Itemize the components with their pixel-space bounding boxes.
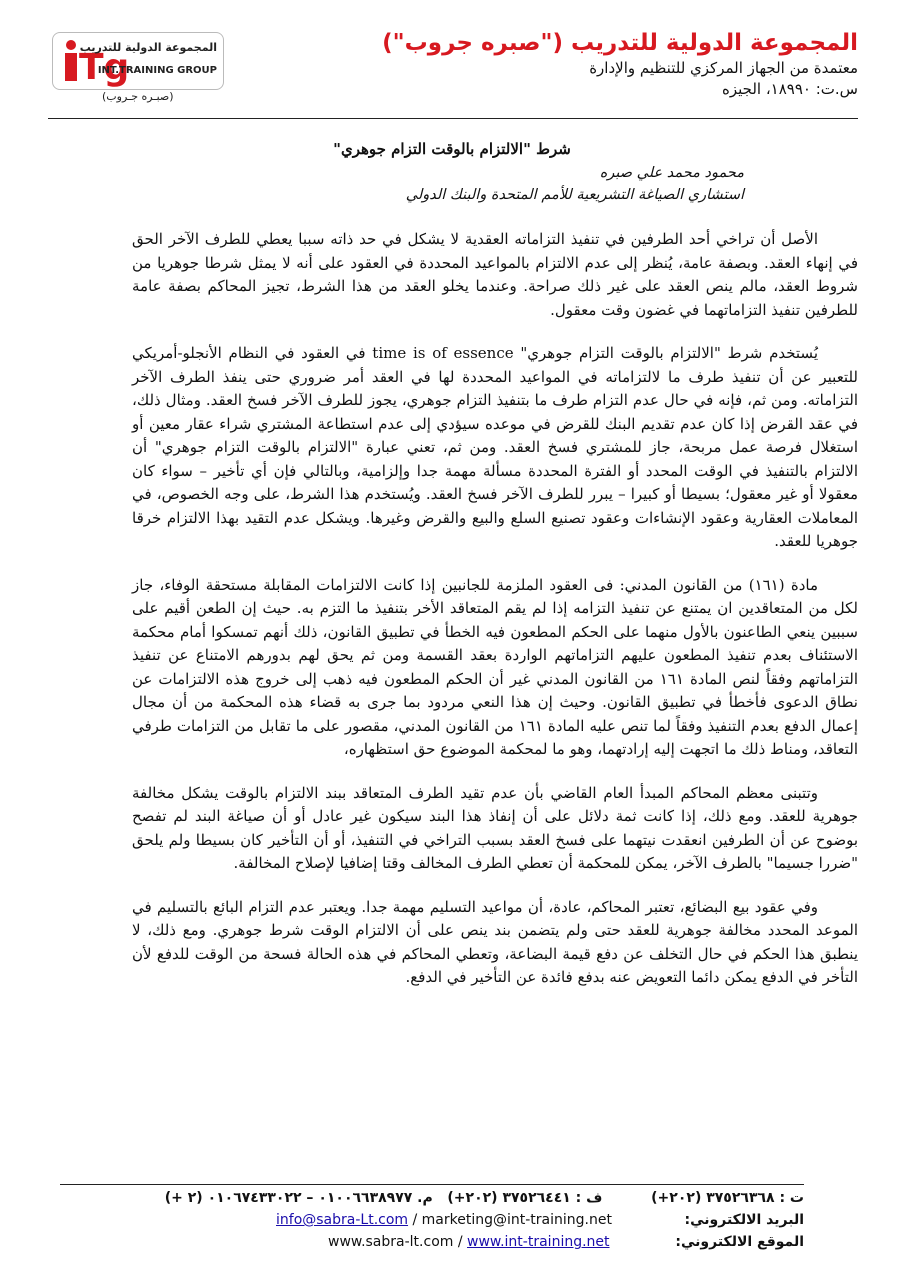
author-title: استشاري الصياغة التشريعية للأمم المتحدة والبنك الدولي: [405, 187, 744, 203]
logo-frame: [52, 32, 224, 90]
phone-numbers: ت : ٣٧٥٢٦٣٦٨ (٢٠٢+) ف : ٣٧٥٢٦٤٤١ (٢٠٢+) م. ٠١٠٠٦٦٣٨٩٧٧ – ٠١٠٦٧٤٣٣٠٢٢ (٢ +): [164, 1190, 804, 1206]
header-divider: [48, 118, 858, 119]
logo-english-name: INT.TRAINING GROUP: [97, 65, 217, 76]
author-name: محمود محمد علي صبره: [599, 165, 744, 181]
accreditation-line: معتمدة من الجهاز المركزي للتنظيم والإدارة: [589, 59, 858, 77]
paragraph: يُستخدم شرط "الالتزام بالوقت التزام جوهري" time is of essence في العقود في النظام الأنجلو-أمريكي للتعبير عن أن تنفيذ طرف ما لالتزاماته في المواعيد المحددة لها في العقد أمر ضروري حتى ينفذ الطرف الآخر التزاماته. ومن ثم، فإنه في حال عدم التزام طرف ما بتنفيذ التزام جوهري، يجوز للطرف الآخر فسخ العقد. ومثال ذلك، في عقد القرض إذا كان عدم تقديم البنك للقرض في موعده سيؤدي إلى عدم استطاعة المشتري شراء عقار معين أو استغلال فرصة عمل مربحة، جاز للمشتري فسخ العقد. ومن ثم، تعني عبارة "الالتزام بالوقت التزام جوهري" أن الالتزام بالتنفيذ في الوقت المحدد أو الفترة المحددة مسألة مهمة جدا وإلزامية، وبالتالي فإن أي تأخير – سواء كان معقولا أو غير معقول؛ بسيطا أو كبيرا – يبرر للطرف الآخر فسخ العقد. ويُستخدم هذا الشرط، على وجه الخصوص، في المعاملات العقارية وعقود الإنشاءات وعقود تصنيع السلع والبيع والقرض وغيرها. ويشكل عدم التقيد بهذا الالتزام خرقا جوهريا للعقد.: [132, 344, 858, 550]
footer-phone-row: [60, 1190, 804, 1210]
paragraph: وتتبنى معظم المحاكم المبدأ العام القاضي بأن عدم تقيد الطرف المتعاقد ببند الالتزام بالوقت يشكل مخالفة جوهرية للعقد. ومع ذلك، إذا كانت ثمة دلائل على أن إنفاذ هذا البند سيكون غير عادل أو أن صياغة البند لم تفصح بوضوح عن أن الطرفين انعقدت نيتهما على فسخ العقد بسبب التراخي في التنفيذ، أو أن التأخير كان بسيطا ولم يلحق "ضررا جسيما" بالطرف الآخر، يمكن للمحكمة أن تعطي الطرف المخالف وقتا إضافيا لإصلاح المخالفة.: [132, 783, 858, 872]
email-marketing: marketing@int-training.net: [421, 1212, 612, 1228]
email-values: [276, 1212, 612, 1228]
registration-line: س.ت: ١٨٩٩٠، الجيزه: [721, 80, 858, 98]
organization-name: المجموعة الدولية للتدريب ("صبره جروب"): [382, 30, 858, 56]
article-title: شرط "الالتزام بالوقت التزام جوهري": [333, 140, 571, 158]
author-block: [406, 162, 744, 206]
paragraph: مادة (١٦١) من القانون المدني: فى العقود الملزمة للجانبين إذا كانت الالتزامات المقابلة مستحقة الوفاء، جاز لكل من المتعاقدين ان يمتنع عن تنفيذ التزامه إذا لم يقم المتعاقد الأخر بتنفيذ ما التزم به. حيث إن الطعن أقيم على سببين ينعي الطاعنون بالأول منهما على الحكم المطعون فيه الخطأ في تطبيق القانون، ذلك أنهم تمسكوا أمام محكمة الاستئناف بعدم تنفيذ المطعون عليهم التزاماتهم الواردة بعقد القسمة ومن ثم يحق لهم بدورهم الامتناع عن تنفيذ التزاماتهم وفقاً لنص المادة ١٦١ من القانون المدني غير أن الحكم المطعون فيه ذهب إلى خروج هذه الالتزامات عن نطاق الدعوى فأخطأ في تطبيق القانون. وحيث إن هذا النعي مردود بما جرى به قضاء هذه المحكمة من أن مجال إعمال الدفع بعدم التنفيذ وفقاً لما تنص عليه المادة ١٦١ من القانون المدني، مقصور على ما تقابل من التزامات طرفي التعاقد، ومناط ذلك ما اتجهت إليه إرادتهما، وهو ما لمحكمة الموضوع حق استظهاره،: [132, 575, 858, 758]
company-logo: [52, 32, 224, 114]
website-values: [328, 1234, 610, 1250]
email-link-info[interactable]: info@sabra-Lt.com: [276, 1212, 409, 1228]
svg-text:Tg: Tg: [79, 47, 129, 87]
email-label: البريد الالكتروني:: [684, 1212, 804, 1228]
website-label: الموقع الالكتروني:: [675, 1234, 804, 1250]
organization-header: [382, 28, 858, 100]
website-sabra: www.sabra-lt.com: [328, 1234, 454, 1250]
website-link-int-training[interactable]: www.int-training.net: [467, 1234, 610, 1250]
paragraph: وفي عقود بيع البضائع، تعتبر المحاكم، عادة، أن مواعيد التسليم مهمة جدا. ويعتبر عدم التزام البائع بالتسليم في الموعد المحدد مخالفة جوهرية للعقد حتى ولم يتضمن بند ينص على أن الالتزام الوقت شرط جوهري. ومع ذلك، لا ينطبق هذا الحكم في حال التخلف عن دفع قيمة البضاعة، وتعطي المحاكم في هذه الحالة فسحة من الوقت للدفع لأن التأخر في الدفع يمكن دائما التعويض عنه بدفع فائدة عن التأخير في الدفع.: [132, 897, 858, 986]
article-body: [132, 228, 858, 1010]
email-separator: /: [408, 1212, 422, 1228]
footer-web-row: [60, 1234, 804, 1254]
paragraph: الأصل أن تراخي أحد الطرفين في تنفيذ التزاماته العقدية لا يشكل في حد ذاته سببا يعطي للطرف الآخر الحق في إنهاء العقد. وبصفة عامة، يُنظر إلى عدم الالتزام بالمواعيد المحددة في العقود على أنه لا يمثل شرطا جوهريا من شروط العقد، مالم ينص العقد على غير ذلك صراحة. وعندما يخلو العقد من هذا الشرط، تجيز المحاكم بصفة عامة للطرفين تنفيذ التزاماتهما في غضون وقت معقول.: [132, 230, 858, 319]
footer-email-row: [60, 1212, 804, 1232]
logo-arabic-name: المجموعة الدولية للتدريب: [79, 41, 217, 54]
footer-divider: [60, 1184, 804, 1185]
logo-subtitle: (صبـره جـروب): [102, 90, 174, 103]
website-separator: /: [453, 1234, 468, 1250]
